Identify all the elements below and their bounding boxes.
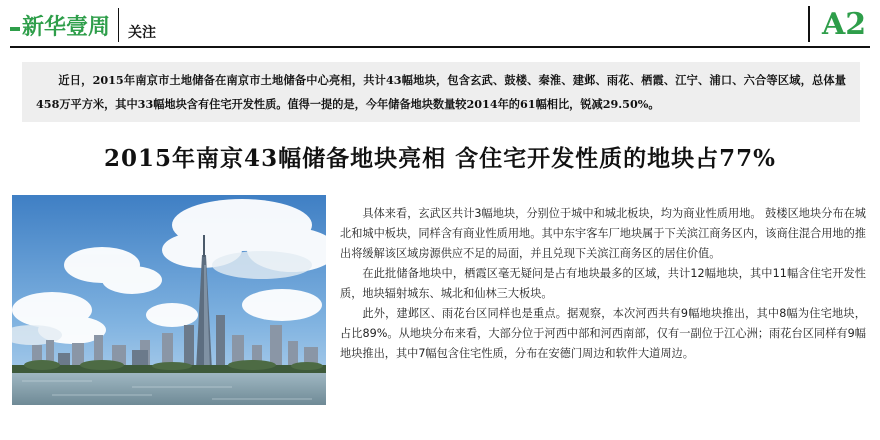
page-number-divider — [808, 6, 810, 42]
logo-text: 新华壹周 — [22, 14, 111, 40]
newspaper-logo — [10, 10, 110, 40]
body-paragraph: 具体来看，玄武区共计3幅地块，分别位于城中和城北板块，均为商业性质用地。 鼓楼区地块分布在城北和城中板块，同样含有商业性质用地。其中东宇客车厂地块属于下关滨江商务区内，该商住混合用地的推出将缓解该区域房源供应不足的局面，并且兑现下关滨江商务区的居住价值。 — [340, 207, 866, 260]
city-skyline-photo — [12, 195, 326, 405]
logo-dash-mark — [10, 27, 20, 31]
body-paragraph: 在此批储备地块中，栖霞区毫无疑问是占有地块最多的区域，共计12幅地块，其中11幅含住宅开发性质，地块辐射城东、城北和仙林三大板块。 — [340, 267, 866, 300]
body-paragraph: 此外，建邺区、雨花台区同样也是重点。据观察，本次河西共有9幅地块推出，其中8幅为住宅地块，占比89%。从地块分布来看，大部分位于河西中部和河西南部，仅有一副位于江心洲；雨花台区同样有9幅地块推出，其中7幅包含住宅性质，分布在安德门周边和软件大道周边。 — [340, 307, 866, 360]
page-number: A2 — [822, 7, 867, 42]
section-name: 关注 — [128, 25, 156, 41]
masthead-divider — [118, 8, 119, 42]
article-body — [340, 204, 866, 364]
masthead — [10, 4, 870, 48]
article-summary: 近日，2015年南京市土地储备在南京市土地储备中心亮相，共计43幅地块，包含玄武、鼓楼、秦淮、建邺、雨花、栖霞、江宁、浦口、六合等区域，总体量458万平方米，其中33幅地块含有住宅开发性质。值得一提的是，今年储备地块数量较2014年的61幅相比，锐减29.50%。 — [22, 62, 860, 122]
article-headline: 2015年南京43幅储备地块亮相 含住宅开发性质的地块占77% — [104, 145, 776, 172]
